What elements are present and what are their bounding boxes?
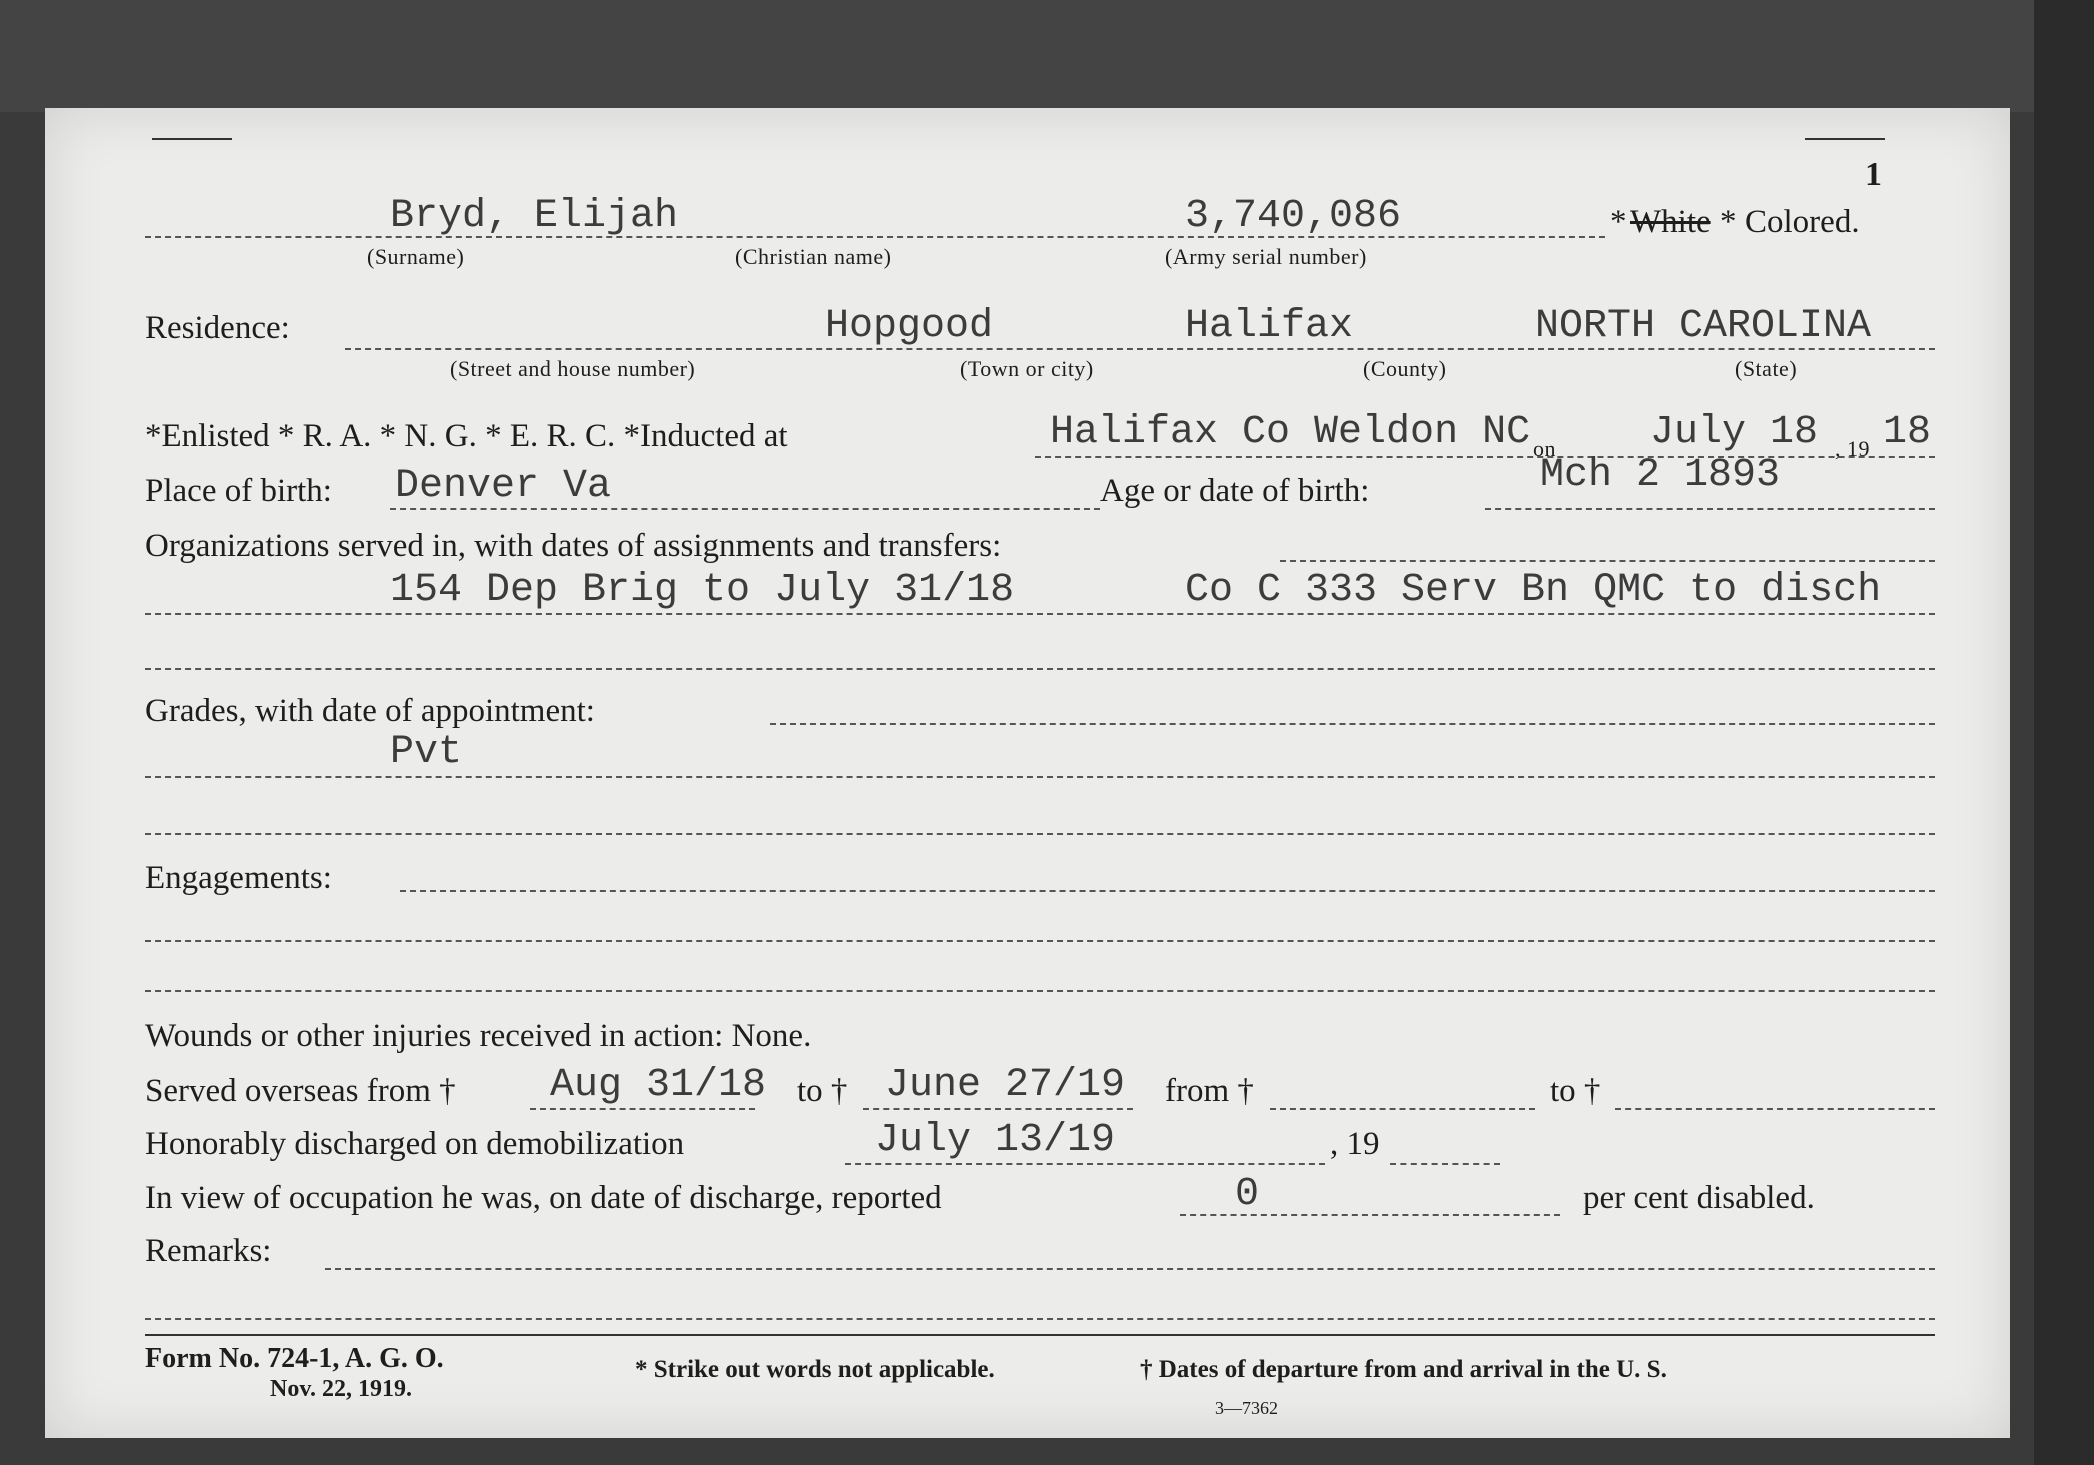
overseas-from-line — [530, 1108, 755, 1110]
grades-label-line — [770, 723, 1935, 725]
discharge-value: July 13/19 — [875, 1118, 1116, 1163]
induction-place: Halifax Co Weldon NC — [1050, 410, 1531, 455]
age-line — [1485, 508, 1935, 510]
remarks-line-2 — [145, 1318, 1935, 1320]
disability-label: In view of occupation he was, on date of discharge, reported — [145, 1180, 942, 1216]
top-right-rule — [1805, 138, 1885, 140]
grades-line-2 — [145, 833, 1935, 835]
print-code: 3—7362 — [1215, 1398, 1278, 1418]
race-marker-colored: * — [1720, 204, 1737, 240]
overseas-to2-line — [1615, 1108, 1935, 1110]
footnote-strike-out: * Strike out words not applicable. — [635, 1356, 995, 1383]
serial-value: 3,740,086 — [1185, 194, 1402, 239]
discharge-label: Honorably discharged on demobilization — [145, 1126, 685, 1162]
discharge-year-line — [1390, 1163, 1500, 1165]
discharge-line — [845, 1163, 1325, 1165]
organizations-label: Organizations served in, with dates of assignments and transfers: — [145, 528, 1002, 564]
footer-rule — [145, 1334, 1935, 1336]
grade-value: Pvt — [390, 730, 463, 775]
residence-county: Halifax — [1185, 304, 1354, 349]
engagements-line-2 — [145, 940, 1935, 942]
enlistment-label: *Enlisted * R. A. * N. G. * E. R. C. *Inducted at — [145, 418, 788, 454]
serial-caption: (Army serial number) — [1165, 244, 1367, 269]
form-date: Nov. 22, 1919. — [270, 1376, 413, 1402]
state-caption: (State) — [1735, 356, 1798, 381]
race-colored: Colored. — [1745, 204, 1860, 240]
age-value: Mch 2 1893 — [1540, 453, 1781, 498]
overseas-to-value: June 27/19 — [885, 1063, 1126, 1108]
residence-label: Residence: — [145, 310, 290, 346]
surname-caption: (Surname) — [367, 244, 465, 269]
form-number: Form No. 724-1, A. G. O. — [145, 1343, 444, 1374]
grades-label: Grades, with date of appointment: — [145, 693, 595, 729]
engagements-line-3 — [145, 990, 1935, 992]
wounds-label: Wounds or other injuries received in action: None. — [145, 1018, 812, 1054]
top-left-rule — [152, 138, 232, 140]
town-caption: (Town or city) — [960, 356, 1094, 381]
organizations-line-1 — [145, 613, 1935, 615]
organizations-label-line — [1280, 560, 1935, 562]
service-record-card — [45, 108, 2010, 1438]
disability-value: 0 — [1235, 1172, 1260, 1217]
remarks-label: Remarks: — [145, 1233, 272, 1269]
footnote-dates: † Dates of departure from and arrival in the U. S. — [1140, 1356, 1667, 1383]
surname-value: Bryd, Elijah — [390, 194, 679, 239]
overseas-to2-label: to † — [1550, 1073, 1601, 1109]
overseas-from-value: Aug 31/18 — [550, 1063, 767, 1108]
christian-name-caption: (Christian name) — [735, 244, 892, 269]
induction-on: on — [1533, 436, 1556, 461]
overseas-label: Served overseas from † — [145, 1073, 456, 1109]
scan-background-right — [2034, 0, 2094, 1465]
organizations-entry-2: Co C 333 Serv Bn QMC to disch — [1185, 568, 1882, 613]
age-label: Age or date of birth: — [1100, 473, 1370, 509]
overseas-from2-line — [1270, 1108, 1535, 1110]
organizations-line-2 — [145, 668, 1935, 670]
birth-place-label: Place of birth: — [145, 473, 332, 509]
overseas-to-line — [863, 1108, 1133, 1110]
induction-date: July 18 — [1650, 410, 1819, 455]
induction-year: 18 — [1883, 410, 1932, 455]
race-white: White — [1630, 204, 1711, 240]
birth-place-value: Denver Va — [395, 464, 612, 509]
race-marker-white: * — [1610, 204, 1627, 240]
card-number: 1 — [1865, 156, 1882, 193]
residence-town: Hopgood — [825, 304, 994, 349]
remarks-line-1 — [325, 1268, 1935, 1270]
grades-line-1 — [145, 776, 1935, 778]
discharge-year-label: , 19 — [1330, 1126, 1380, 1162]
scan-background-top — [0, 0, 2094, 112]
engagements-line-1 — [400, 890, 1935, 892]
overseas-from2-label: from † — [1165, 1073, 1254, 1109]
organizations-entry-1: 154 Dep Brig to July 31/18 — [390, 568, 1015, 613]
enlistment-line — [1035, 456, 1935, 458]
street-caption: (Street and house number) — [450, 356, 696, 381]
residence-state: NORTH CAROLINA — [1535, 304, 1872, 349]
induction-year-prefix: , 19 — [1835, 436, 1870, 461]
disability-suffix: per cent disabled. — [1583, 1180, 1815, 1216]
engagements-label: Engagements: — [145, 860, 332, 896]
overseas-to-label: to † — [797, 1073, 848, 1109]
county-caption: (County) — [1363, 356, 1447, 381]
